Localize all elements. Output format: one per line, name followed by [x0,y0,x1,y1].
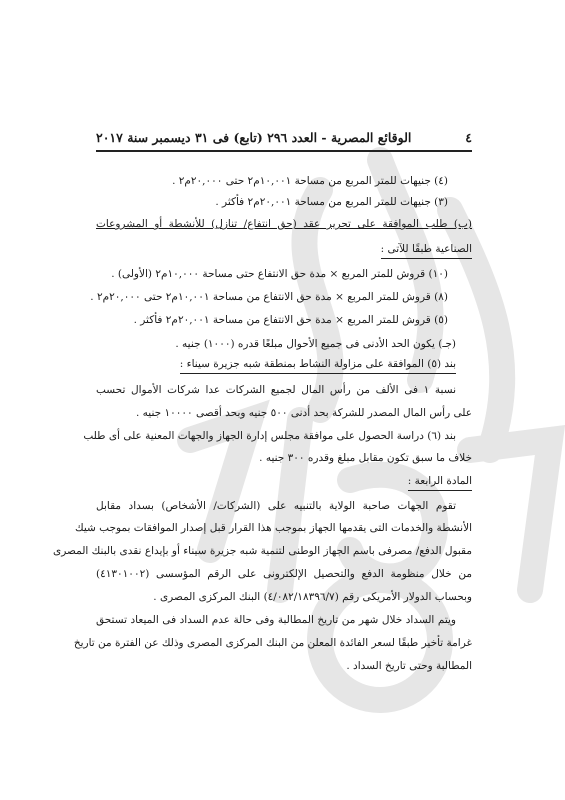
text-line: من خلال منظومة الدفع والتحصيل الإلكترونى على الرقم المؤسسى (٤١٣٠١٠٠٢) [96,568,472,580]
text-line: تقوم الجهات صاحبة الولاية بالتنبيه على (الشركات/ الأشخاص) بسداد مقابل [96,500,456,512]
text-span: المادة الرابعة : [408,473,472,491]
text-line-heading [96,241,472,259]
text-span: الصناعية طبقًا للآتى : [381,241,472,259]
text-line: (١٠) قروش للمتر المربع × مدة حق الانتفاع حتى مساحة ١٠,٠٠٠م٢ (الأولى) . [111,268,448,280]
text-line: المطالبة وحتى تاريخ السداد . [346,660,472,672]
text-line: نسبة ١ فى الألف من رأس المال لجميع الشركات عدا شركات الأموال تحسب [96,384,456,396]
text-line: ويتم السداد خلال شهر من تاريخ المطالبة وفى حالة عدم السداد فى الميعاد تستحق [96,614,456,626]
section-heading [96,356,472,374]
text-line: (٤) جنيهات للمتر المربع من مساحة ١٠,٠٠١م٢ حتى ٢٠,٠٠٠م٢ . [172,175,448,187]
text-line: (٥) قروش للمتر المربع × مدة حق الانتفاع من مساحة ٢٠,٠٠١م٢ فأكثر . [133,314,448,326]
gazette-title: الوقائع المصرية - العدد ٢٩٦ (تابع) فى ٣١ ديسمبر سنة ٢٠١٧ [96,129,412,145]
text-span: بند (٥) الموافقة على مزاولة النشاط بمنطقة شبه جزيرة سيناء : [180,356,456,374]
text-line: خلاف ما سبق تكون مقابل مبلغ وقدره ٣٠٠ جنيه . [259,452,472,464]
page-header [96,126,472,148]
header-divider [96,150,472,152]
text-line: (٨) قروش للمتر المربع × مدة حق الانتفاع من مساحة ١٠,٠٠١م٢ حتى ٢٠,٠٠٠م٢ . [90,291,448,303]
text-line: (٣) جنيهات للمتر المربع من مساحة ٢٠,٠٠١م٢ فأكثر . [215,196,448,208]
text-line: على رأس المال المصدر للشركة بحد أدنى ٥٠٠ جنيه وبحد أقصى ١٠٠٠٠ جنيه . [136,407,472,419]
article-heading [96,473,472,491]
text-line: (جـ) يكون الحد الأدنى فى جميع الأحوال مبلغًا قدره (١٠٠٠) جنيه . [175,338,456,350]
text-line: وبحساب الدولار الأمريكى رقم (٤/٠٨٢/١٨٣٩٦/٧) البنك المركزى المصرى . [153,591,472,603]
text-line: مقبول الدفع/ مصرفى باسم الجهاز الوطنى لتنمية شبه جزيرة سيناء أو بإيداع نقدى بالبنك المصرى [53,545,472,557]
text-line: الأنشطة والخدمات التى يقدمها الجهاز بموجب هذا القرار قبل إصدار الموافقات بموجب شيك [75,522,472,534]
text-line: بند (٦) دراسة الحصول على موافقة مجلس إدارة الجهاز والجهات المعنية على أى طلب [83,430,456,442]
page-number: ٤ [465,129,472,145]
text-line: (ب) طلب الموافقة على تحرير عقد (حق انتفاع/ تنازل) للأنشطة أو المشروعات [96,218,472,230]
text-line: غرامة تأخير طبقًا لسعر الفائدة المعلن من البنك المركزى المصرى وذلك عن الفترة من تاريخ [73,637,472,649]
